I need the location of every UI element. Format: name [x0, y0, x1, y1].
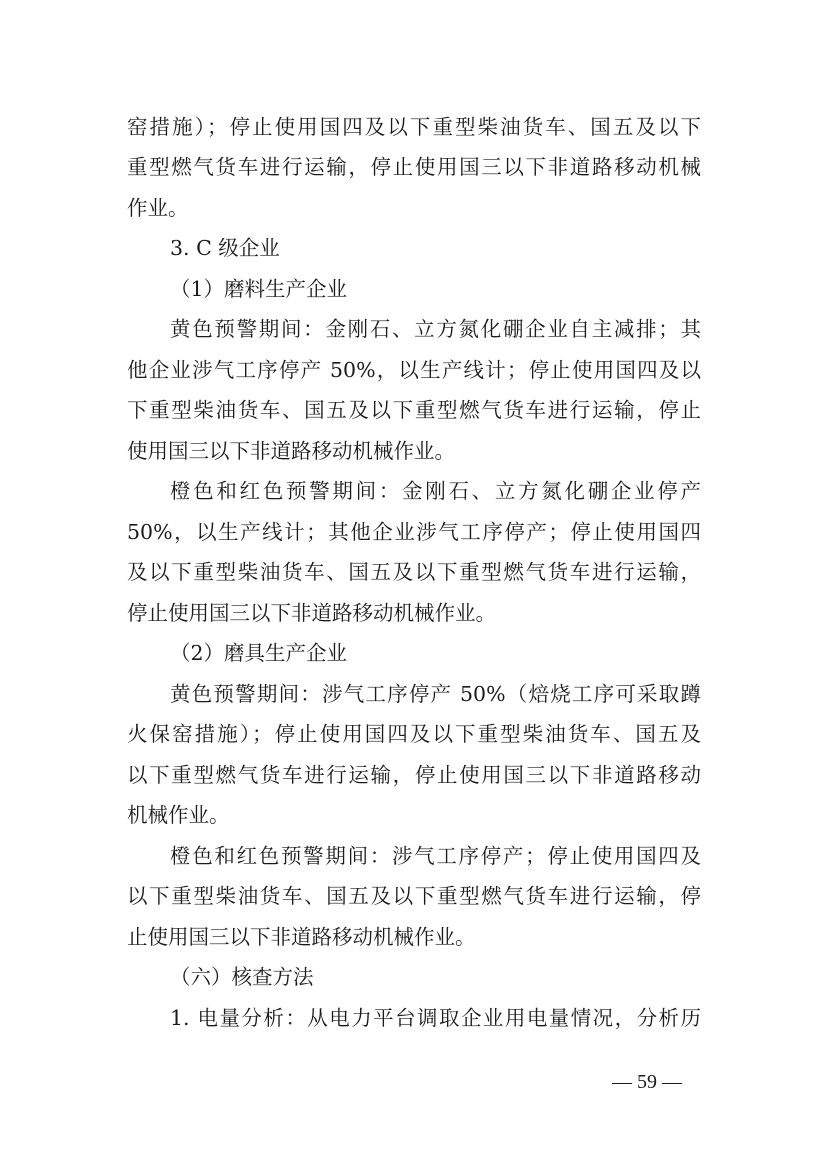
text-line: 橙色和红色预警期间：涉气工序停产；停止使用国四及	[170, 844, 701, 868]
text-line: （六）核查方法	[170, 965, 314, 989]
text-line: 他企业涉气工序停产 50%，以生产线计；停止使用国四及以	[127, 358, 701, 382]
text-line: 50%，以生产线计；其他企业涉气工序停产；停止使用国四	[127, 520, 701, 544]
text-line: 黄色预警期间：涉气工序停产 50%（焙烧工序可采取蹲	[170, 682, 701, 706]
text-line: 使用国三以下非道路移动机械作业。	[127, 439, 455, 463]
text-line: 窑措施）；停止使用国四及以下重型柴油货车、国五及以下	[127, 115, 701, 139]
page-number: — 59 —	[612, 1071, 682, 1093]
text-line: 橙色和红色预警期间：金刚石、立方氮化硼企业停产	[170, 479, 701, 503]
text-line: 机械作业。	[127, 803, 230, 827]
text-line: 止使用国三以下非道路移动机械作业。	[127, 925, 476, 949]
text-line: 3. C 级企业	[170, 236, 280, 260]
text-line: 以下重型燃气货车进行运输，停止使用国三以下非道路移动	[127, 763, 701, 787]
text-line: （2）磨具生产企业	[170, 641, 348, 665]
text-line: 黄色预警期间：金刚石、立方氮化硼企业自主减排；其	[170, 317, 701, 341]
text-line: 以下重型柴油货车、国五及以下重型燃气货车进行运输，停	[127, 884, 701, 908]
text-line: 及以下重型柴油货车、国五及以下重型燃气货车进行运输，	[127, 560, 701, 584]
text-line: 停止使用国三以下非道路移动机械作业。	[127, 601, 496, 625]
text-line: 下重型柴油货车、国五及以下重型燃气货车进行运输，停止	[127, 398, 701, 422]
text-line: 作业。	[127, 196, 189, 220]
text-line: 火保窑措施）；停止使用国四及以下重型柴油货车、国五及	[127, 722, 701, 746]
text-line: 1. 电量分析：从电力平台调取企业用电量情况，分析历	[170, 1006, 701, 1030]
text-line: 重型燃气货车进行运输，停止使用国三以下非道路移动机械	[127, 155, 701, 179]
text-line: （1）磨料生产企业	[170, 277, 348, 301]
